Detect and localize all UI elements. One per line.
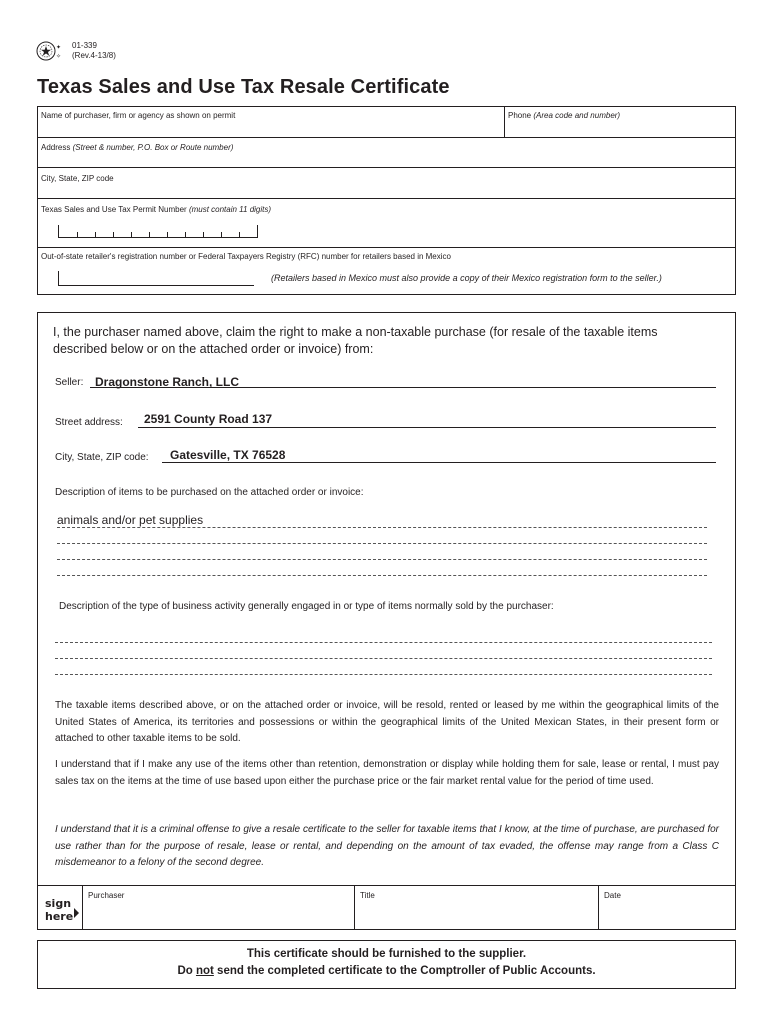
svg-text:✧: ✧ [56,54,62,60]
sign-here-text: here [45,910,74,923]
address-label-group [41,143,233,152]
form-number: 01-339 [72,41,97,50]
digit-tick [221,232,222,237]
resale-claim-box [37,312,736,930]
signature-row [38,885,735,930]
phone-label: Phone [508,111,532,120]
permit-hint: (must contain 11 digits) [188,205,272,214]
items-line [57,543,707,544]
date-label: Date [604,891,621,900]
seller-label: Seller: [55,377,84,388]
phone-divider [504,107,505,137]
permit-label-group [41,205,271,214]
digit-tick [95,232,96,237]
business-line [55,658,712,659]
digit-tick [203,232,204,237]
state-seal-icon [36,40,64,62]
phone-hint: (Area code and number) [533,111,621,120]
criminal-offense-statement: I understand that it is a criminal offense to give a resale certificate to the seller for taxable items that I know, at the time of purchase, are purchased for use rather than for the purpose of resale, lease or rental, and depending on the amount of tax evaded, the offense may range from a Class C misdemeanor to a felony of the second degree. [55,824,719,868]
city-value[interactable]: Gatesville, TX 76528 [170,448,286,462]
phone-label-group [508,111,620,120]
claim-intro: I, the purchaser named above, claim the right to make a non-taxable purchase (for resale of the taxable items described below or on the attached order or invoice) from: [53,325,658,356]
items-line [57,575,707,576]
divider-line [38,198,735,199]
address-hint: (Street & number, P.O. Box or Route number) [72,143,234,152]
city-line [162,462,716,463]
purchaser-signature-field[interactable] [82,886,355,930]
items-value[interactable]: animals and/or pet supplies [57,513,204,527]
divider-line [38,167,735,168]
purchaser-label: Purchaser [88,891,125,900]
sign-here-text: sign [45,897,72,910]
street-line [138,427,716,428]
divider-line [38,137,735,138]
digit-tick [113,232,114,237]
rfc-number-field[interactable] [58,271,254,286]
items-label: Description of items to be purchased on the attached order or invoice: [55,487,364,498]
city-state-zip-label: City, State, ZIP code: [55,452,149,463]
footer-line-1: This certificate should be furnished to the supplier. [246,948,527,960]
svg-text:✦: ✦ [56,45,62,51]
page-title: Texas Sales and Use Tax Resale Certificate [37,76,450,98]
purchaser-name-label: Name of purchaser, firm or agency as shown on permit [41,111,236,120]
use-tax-statement: I understand that if I make any use of the items other than retention, demonstration or display while holding them for sale, lease or rental, I must pay sales tax on the items at the time of use based upon either the purchase price or the fair market rental value for the period of time used. [55,759,719,787]
form-number-block [72,41,116,61]
city-label: City, State, ZIP code [41,174,114,183]
rfc-note: (Retailers based in Mexico must also provide a copy of their Mexico registration form to the seller.) [271,273,662,283]
business-line [55,674,712,675]
digit-tick [77,232,78,237]
digit-tick [149,232,150,237]
business-line [55,642,712,643]
form-revision: (Rev.4-13/8) [72,51,116,60]
footer-line-2-pre: Do [177,965,196,977]
resale-statement: The taxable items described above, or on the attached order or invoice, will be resold, rented or leased by me within the geographical limits of the United States of America, its territories and possessions or within the geographical limits of the United Mexican States, in their present form or attached to other taxable items to be sold. [55,700,719,744]
street-label: Street address: [55,417,123,428]
digit-tick [131,232,132,237]
digit-tick [239,232,240,237]
items-line [57,559,707,560]
footer-line-2-emphasis: not [195,965,214,977]
street-value[interactable]: 2591 County Road 137 [144,412,273,426]
footer-line-2 [38,965,735,977]
items-line [57,527,707,528]
permit-label: Texas Sales and Use Tax Permit Number [41,205,187,214]
sign-here-icon [44,894,80,924]
title-field[interactable] [354,886,599,930]
business-label: Description of the type of business activity generally engaged in or type of items normally sold by the purchaser: [59,601,554,612]
address-label: Address [41,143,71,152]
purchaser-info-box [37,106,736,295]
title-label: Title [360,891,375,900]
digit-tick [185,232,186,237]
permit-number-field[interactable] [58,225,258,238]
rfc-label: Out-of-state retailer's registration number or Federal Taxpayers Registry (RFC) number for retailers based in Mexico [41,252,451,261]
divider-line [38,247,735,248]
footer-notice-box [37,940,736,989]
footer-line-2-post: send the completed certificate to the Comptroller of Public Accounts. [213,965,596,977]
seller-value[interactable]: Dragonstone Ranch, LLC [95,375,240,389]
digit-tick [167,232,168,237]
date-field[interactable] [598,886,736,930]
